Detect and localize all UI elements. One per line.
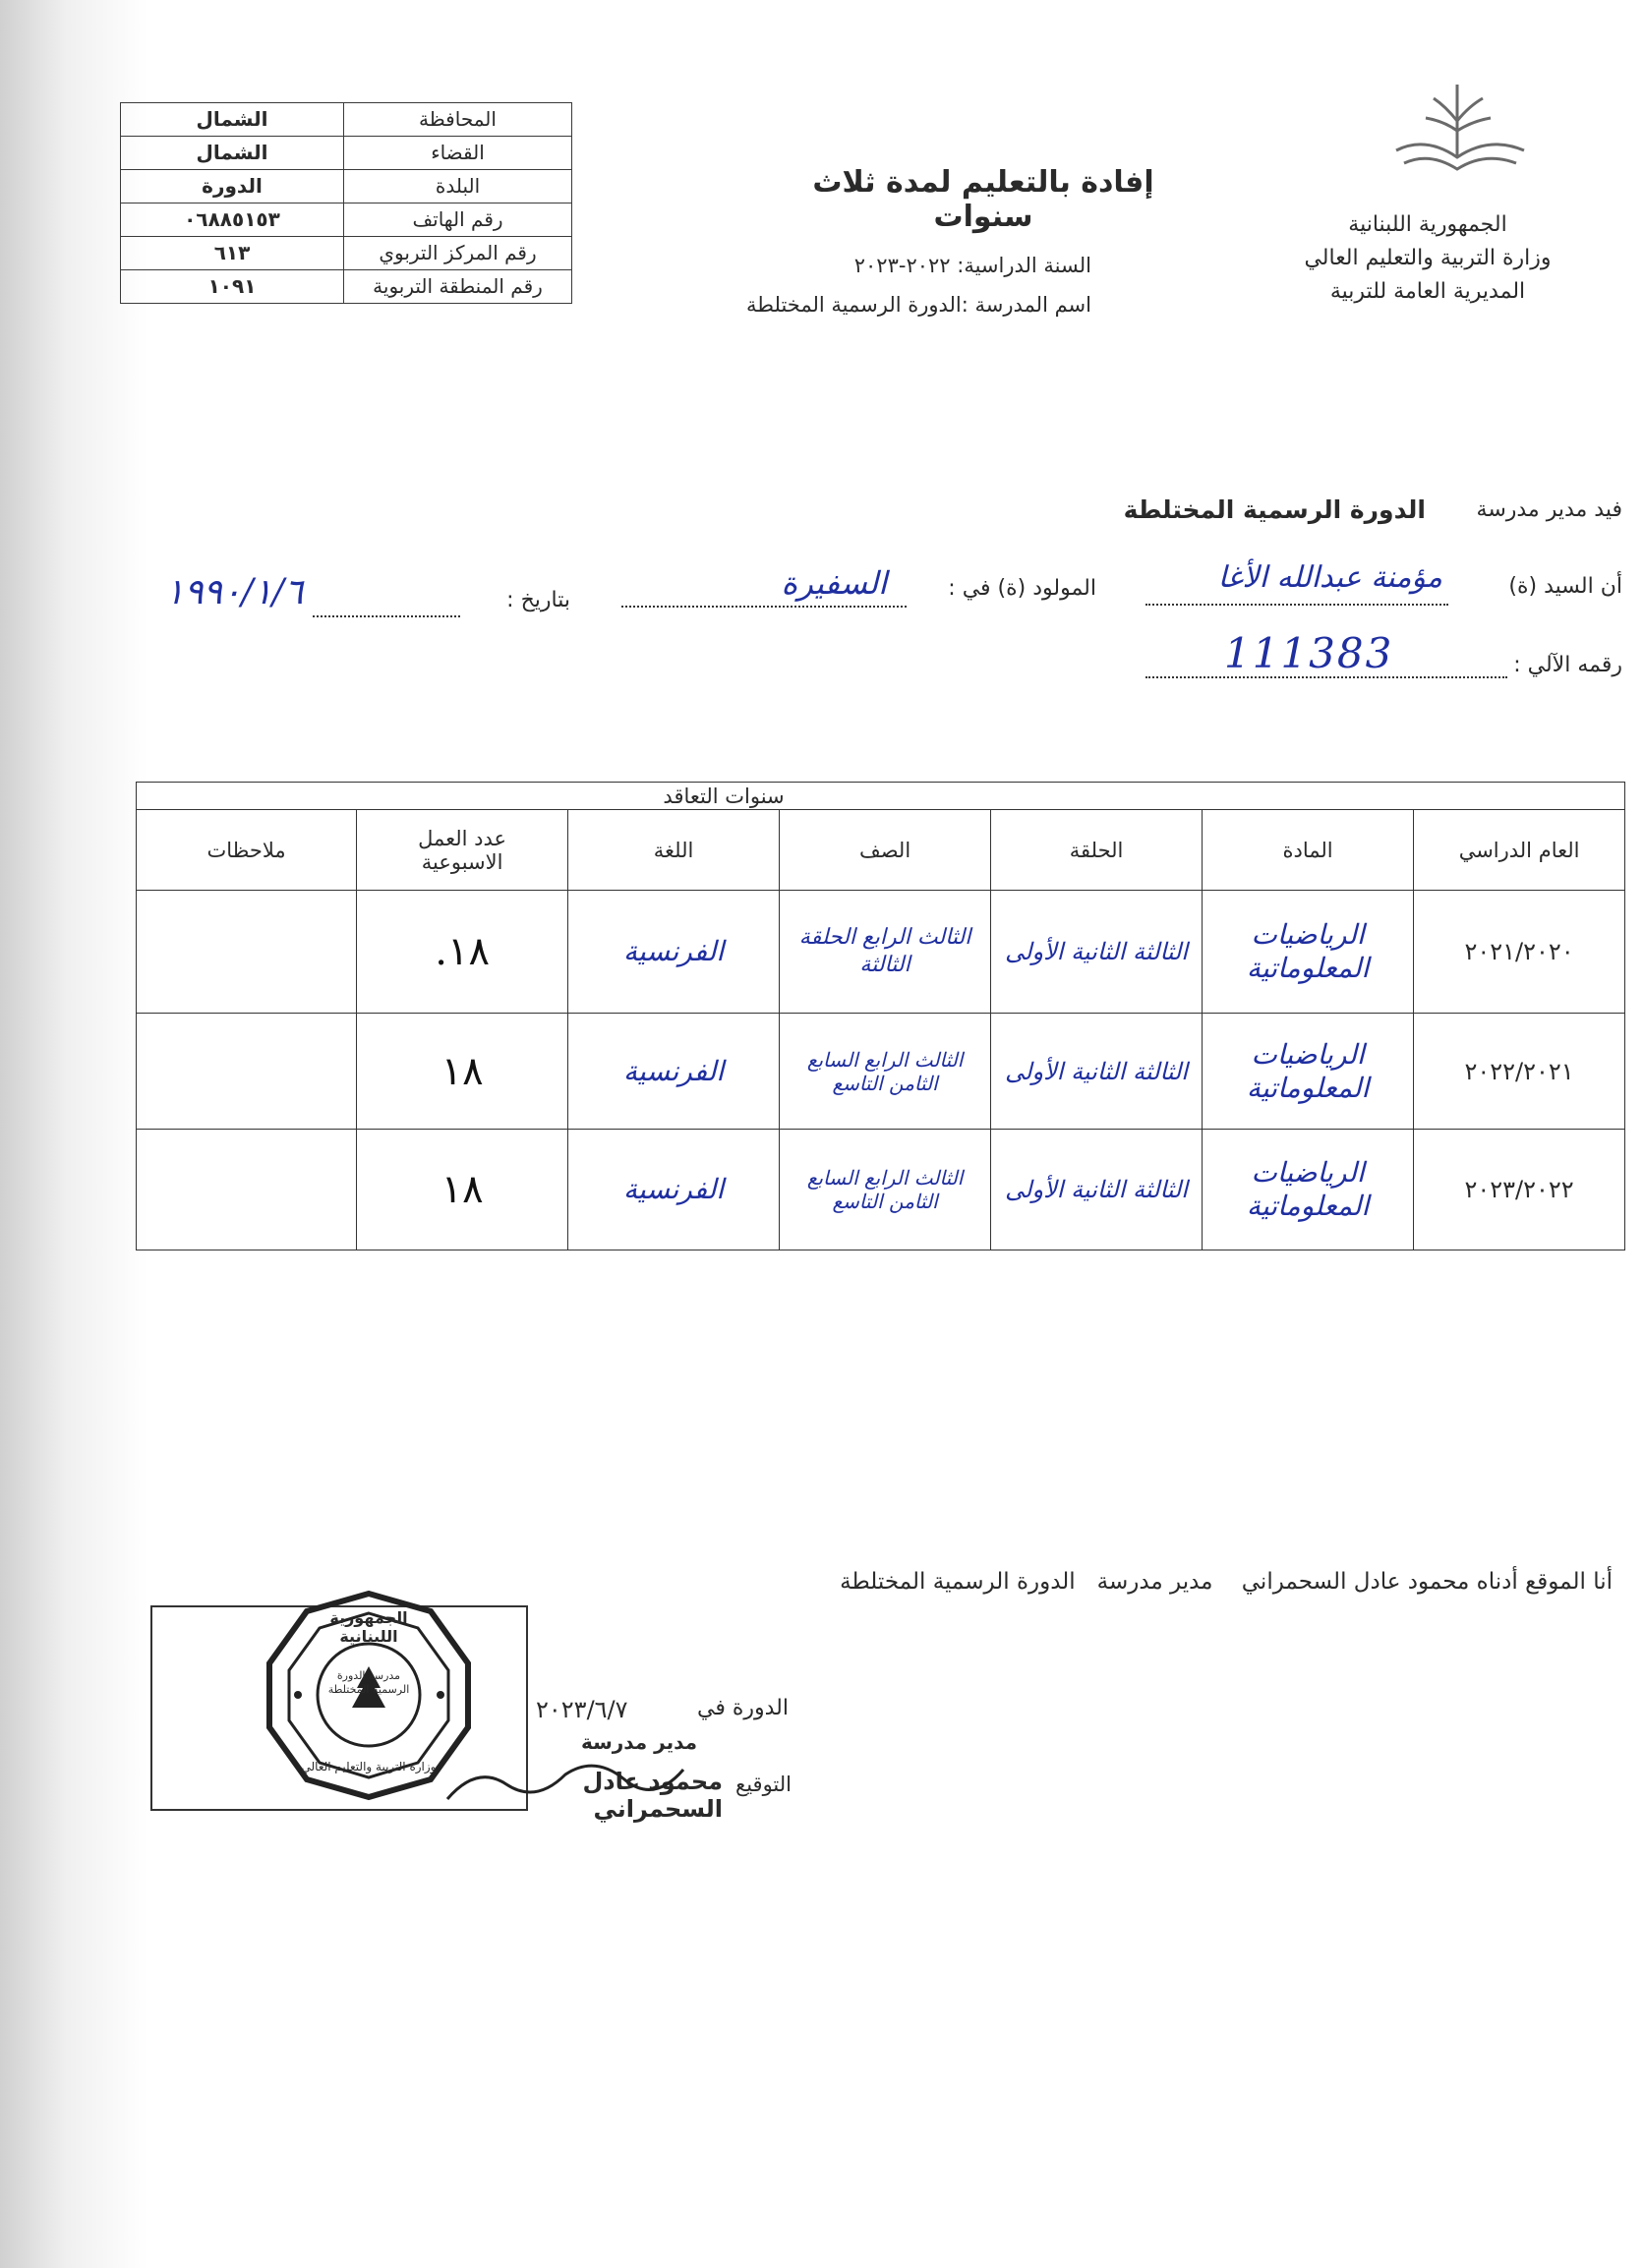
cell-notes (137, 1014, 357, 1130)
seal-text-bottom: وزارة التربية والتعليم العالي (301, 1760, 437, 1774)
cell-year: ٢٠٢٢/٢٠٢١ (1414, 1014, 1625, 1130)
document-title: إفادة بالتعليم لمدة ثلاث سنوات (812, 165, 1154, 234)
info-row (121, 270, 572, 304)
dotted-line (621, 606, 907, 608)
birth-date: ١٩٩٠/١/٦ (165, 572, 304, 612)
info-label: البلدة (344, 170, 572, 204)
info-row (121, 204, 572, 237)
cell-notes (137, 1130, 357, 1250)
number-field (1145, 629, 1507, 684)
school-year: السنة الدراسية: ٢٠٢٢-٢٠٢٣ (853, 254, 1091, 277)
cell-language: الفرنسية (568, 891, 780, 1014)
cell-cycle: الثالثة الثانية الأولى (991, 891, 1203, 1014)
cell-notes (137, 891, 357, 1014)
info-value: ٦١٣ (121, 237, 344, 270)
director-title: مدير مدرسة (580, 1730, 698, 1754)
place-date-value: ٢٠٢٣/٦/٧ (536, 1696, 628, 1723)
info-value: ٠٦٨٨٥١٥٣ (121, 204, 344, 237)
col-header-subject: المادة (1203, 810, 1414, 891)
table-row (137, 891, 1625, 1014)
seal-text-middle: مدرسة الدورة الرسمية المختلطة (327, 1669, 410, 1696)
birth-date-field (165, 572, 460, 623)
table-header-row (137, 810, 1625, 891)
birth-date-label: بتاريخ : (506, 588, 570, 612)
cell-grade: الثالث الرابع السابع الثامن التاسع (780, 1130, 991, 1250)
school-name: اسم المدرسة :الدورة الرسمية المختلطة (746, 293, 1091, 317)
cell-grade: الثالث الرابع السابع الثامن التاسع (780, 1014, 991, 1130)
col-header-language: اللغة (568, 810, 780, 891)
contract-years-table (136, 782, 1625, 1250)
number-label: رقمه الآلي : (1513, 653, 1622, 677)
cell-subject: الرياضيات المعلوماتية (1203, 891, 1414, 1014)
number-value: 111383 (1224, 629, 1394, 677)
table-group-header: سنوات التعاقد (137, 783, 1625, 810)
signature-label: التوقيع (735, 1773, 792, 1796)
info-value: الدورة (121, 170, 344, 204)
info-row (121, 237, 572, 270)
cell-hours: ١٨ (357, 1130, 568, 1250)
person-name: مؤمنة عبدالله الأغا (1217, 560, 1442, 595)
cell-cycle: الثالثة الثانية الأولى (991, 1014, 1203, 1130)
director-statement: أنا الموقع أدناه محمود عادل السحمراني مدير مدرسة الدورة الرسمية المختلطة (840, 1569, 1613, 1595)
info-row (121, 103, 572, 137)
certifies-school (1062, 495, 1426, 524)
info-label: رقم المنطقة التربوية (344, 270, 572, 304)
info-label: القضاء (344, 137, 572, 170)
born-place-field (621, 564, 907, 615)
cell-grade: الثالث الرابع الحلقة الثالثة (780, 891, 991, 1014)
table-group-header-row (137, 783, 1625, 810)
certifies-line-prefix: فيد مدير مدرسة (1476, 497, 1622, 522)
col-header-notes: ملاحظات (137, 810, 357, 891)
born-label: المولود (ة) في : (948, 576, 1096, 601)
cell-year: ٢٠٢٣/٢٠٢٢ (1414, 1130, 1625, 1250)
ministry-logo-icon (1386, 77, 1534, 185)
info-row (121, 137, 572, 170)
signature-name: محمود عادل السحمراني (582, 1768, 723, 1823)
certifies-school-name: الدورة الرسمية المختلطة (1123, 495, 1426, 524)
col-header-cycle: الحلقة (991, 810, 1203, 891)
ministry-line: الجمهورية اللبنانية (1348, 212, 1507, 237)
info-label: رقم الهاتف (344, 204, 572, 237)
info-label: رقم المركز التربوي (344, 237, 572, 270)
ministry-line: وزارة التربية والتعليم العالي (1304, 246, 1552, 270)
ministry-line: المديرية العامة للتربية (1329, 279, 1526, 304)
seal-text-top: الجمهورية اللبنانية (329, 1608, 408, 1646)
col-header-year: العام الدراسي (1414, 810, 1625, 891)
info-row (121, 170, 572, 204)
dotted-line (313, 615, 460, 617)
dotted-line (1145, 604, 1448, 606)
cell-language: الفرنسية (568, 1014, 780, 1130)
school-info-table (120, 102, 572, 304)
info-label: المحافظة (344, 103, 572, 137)
col-header-grade: الصف (780, 810, 991, 891)
cell-hours: ١٨ (357, 1014, 568, 1130)
person-name-field (1145, 560, 1448, 611)
table-row (137, 1014, 1625, 1130)
cell-hours: ١٨. (357, 891, 568, 1014)
cell-subject: الرياضيات المعلوماتية (1203, 1130, 1414, 1250)
cell-subject: الرياضيات المعلوماتية (1203, 1014, 1414, 1130)
born-place: السفيرة (781, 564, 887, 602)
scan-shading (0, 0, 147, 2268)
ministry-header (1265, 208, 1590, 309)
cell-year: ٢٠٢١/٢٠٢٠ (1414, 891, 1625, 1014)
info-value: الشمال (121, 103, 344, 137)
col-header-hours: عدد العمل الاسبوعية (357, 810, 568, 891)
cell-language: الفرنسية (568, 1130, 780, 1250)
place-date-label: الدورة في (697, 1696, 789, 1720)
table-row (137, 1130, 1625, 1250)
cell-cycle: الثالثة الثانية الأولى (991, 1130, 1203, 1250)
info-value: ١٠٩١ (121, 270, 344, 304)
handwritten-signature (438, 1745, 693, 1814)
info-value: الشمال (121, 137, 344, 170)
person-label: أن السيد (ة) (1508, 574, 1622, 599)
